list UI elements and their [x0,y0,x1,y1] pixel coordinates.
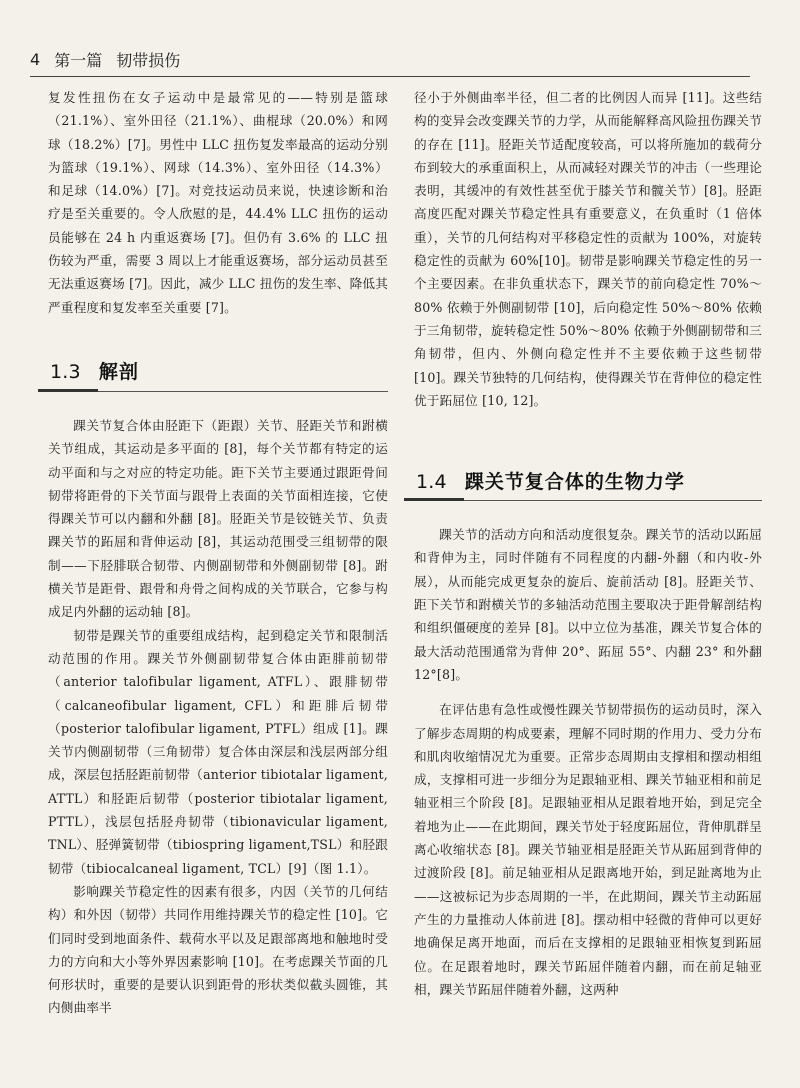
part-title: 韧带损伤 [116,50,181,70]
section-heading-1-3 [48,355,388,392]
page-number: 4 [30,49,41,69]
paragraph-continued: 径小于外侧曲率半径，但二者的比例因人而异 [11]。这些结构的变异会改变踝关节的力学，从而能解释高风险扭伤踝关节的存在 [11]。胫距关节适配度较高，可以将所施加的载荷分布到较大的承重面积上，从而减轻对踝关节的冲击（一些理论表明，其缓冲的有效性甚至优于膝关节和髋关节）[8]。胫距高度匹配对踝关节稳定性具有重要意义，在负重时（1 倍体重），关节的几何结构对平移稳定性的贡献为 100%，对旋转稳定性的贡献为 60%[10]。韧带是影响踝关节稳定性的另一个主要因素。在非负重状态下，踝关节的前向稳定性 70%～80% 依赖于外侧副韧带 [10]，后向稳定性 50%～80% 依赖于三角韧带，旋转稳定性 50%～80% 依赖于外侧副韧带和三角韧带，但内、外侧向稳定性并不主要依赖于这些韧带 [10]。踝关节独特的几何结构，使得踝关节在背伸位的稳定性优于跖屈位 [10, 12]。 [414,90,762,408]
running-header [30,44,750,74]
section-number: 1.3 [50,361,81,384]
header-rule [30,76,750,77]
section-title: 解剖 [98,361,139,384]
paragraph-intro: 复发性扭伤在女子运动中是最常见的——特别是篮球（21.1%）、室外田径（21.1%）、曲棍球（20.0%）和网球（18.2%）[7]。男性中 LLC 扭伤复发率最高的运动分别为篮球（19.1%）、网球（14.3%）、室外田径（14.3%）和足球（14.0%）[7]。对竞技运动员来说，快速诊断和治疗是至关重要的。令人欣慰的是，44.4% LLC 扭伤的运动员能够在 24 h 内重返赛场 [7]。但仍有 3.6% 的 LLC 扭伤较为严重，需要 3 周以上才能重返赛场，部分运动员甚至无法重返赛场 [7]。因此，减少 LLC 扭伤的发生率、降低其严重程度和复发率至关重要 [7]。 [48,90,388,315]
paragraph-biomechanics-1: 踝关节的活动方向和活动度很复杂。踝关节的活动以跖屈和背伸为主，同时伴随有不同程度的内翻-外翻（和内收-外展），从而能完成更复杂的旋后、旋前活动 [8]。胫距关节、距下关节和跗横关节的多轴活动范围主要取决于距骨解剖结构和组织僵硬度的差异 [8]。以中立位为基准，踝关节复合体的最大活动范围通常为背伸 20°、跖屈 55°、内翻 23° 和外翻 12°[8]。 [414,527,762,682]
left-column [48,86,388,1020]
paragraph-anatomy-3: 影响踝关节稳定性的因素有很多，内因（关节的几何结构）和外因（韧带）共同作用维持踝关节的稳定性 [10]。它们同时受到地面条件、载荷水平以及足跟部离地和触地时受力的方向和大小等外界因素影响 [10]。在考虑踝关节面的几何形状时，重要的是要认识到距骨的形状类似截头圆锥，其内侧曲率半 [48,883,388,1016]
part-label: 第一篇 [54,50,103,70]
paragraph-biomechanics-2: 在评估患有急性或慢性踝关节韧带损伤的运动员时，深入了解步态周期的构成要素，理解不同时期的作用力、受力分布和肌肉收缩情况尤为重要。正常步态周期由支撑相和摆动相组成，支撑相可进一步细分为足跟轴亚相、踝关节轴亚相和前足轴亚相三个阶段 [8]。足跟轴亚相从足跟着地开始，到足完全着地为止——在此期间，踝关节处于轻度跖屈位，背伸肌群呈离心收缩状态 [8]。踝关节轴亚相是胫距关节从跖屈到背伸的过渡阶段 [8]。前足轴亚相从足跟离地开始，到足趾离地为止——这被标记为步态周期的一半，在此期间，踝关节主动跖屈产生的力量推动人体前进 [8]。摆动相中轻微的背伸可以更好地确保足离开地面，而后在支撑相的足跟轴亚相恢复到跖屈位。在足跟着地时，踝关节跖屈伴随着内翻，而在前足轴亚相，踝关节跖屈伴随着外翻，这两种 [414,702,762,997]
section-number: 1.4 [416,470,447,493]
paragraph-anatomy-2: 韧带是踝关节的重要组成结构，起到稳定关节和限制活动范围的作用。踝关节外侧副韧带复合体由距腓前韧带（anterior talofibular ligament, ATFL）、跟腓韧带（calcaneofibular ligament, CFL）和距腓后韧带（posterior talofibular ligament, PTFL）组成 [1]。踝关节内侧副韧带（三角韧带）复合体由深层和浅层两部分组成，深层包括胫距前韧带（anterior tibiotalar ligament, ATTL）和胫距后韧带（posterior tibiotalar ligament, PTTL），浅层包括胫舟韧带（tibionavicular ligament, TNL）、胫弹簧韧带（tibiospring ligament,TSL）和胫跟韧带（tibiocalcaneal ligament, TCL）[9]（图 1.1）。 [48,627,388,876]
section-title: 踝关节复合体的生物力学 [464,470,685,493]
right-column [414,86,762,1001]
section-heading-1-4 [414,464,762,501]
paragraph-anatomy-1: 踝关节复合体由胫距下（距跟）关节、胫距关节和跗横关节组成，其运动是多平面的 [8]，每个关节都有特定的运动平面和与之对应的特定功能。距下关节主要通过跟距骨间韧带将距骨的下关节面与跟骨上表面的关节面相连接，它使得踝关节可以内翻和外翻 [8]。胫距关节是铰链关节、负责踝关节的跖屈和背伸运动 [8]，其运动范围受三组韧带的限制——下胫腓联合韧带、内侧副韧带和外侧副韧带 [8]。跗横关节是距骨、跟骨和舟骨之间构成的关节联合，它参与构成足内外翻的运动轴 [8]。 [48,417,388,620]
